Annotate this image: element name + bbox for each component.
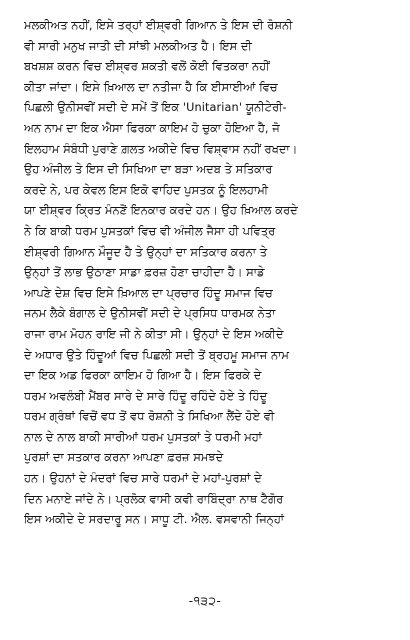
text-line: ਯਾ ਈਸ਼੍ਵਰ ਕ੍ਰਿਤ ਮੰਨਣੋਂ ਇਨਕਾਰ ਕਰਦੇ ਹਨ। ਉਹ ਖ਼ਿਆਲ ਕਰਦੇ [24,204,298,218]
text-line: ਦਾ ਇਕ ਅਡ ਫਿਰਕਾ ਕਾਇਮ ਹੋ ਗਿਆ ਹੈ। ਇਸ ਫਿਰਕੇ ਦੇ [24,369,262,383]
text-line: ਵੀ ਸਾਰੀ ਮਨੁਖ ਜਾਤੀ ਦੀ ਸਾਂਝੀ ਮਲਕੀਅਤ ਹੈ। ਇਸ ਦੀ [24,39,252,53]
text-line: ਧਰਮ ਅਵਲੰਬੀ ਮੈਂਬਰ ਸਾਰੇ ਦੇ ਸਾਰੇ ਹਿੰਦੂ ਰਹਿੰਦੇ ਹੋਏ ਤੇ ਹਿੰਦੂ [24,389,268,403]
body-text [24,16,386,531]
text-line: ਜਨਮ ਲੈਕੇ ਬੰਗਾਲ ਦੇ ਉਨੀਸਵੀਂ ਸਦੀ ਦੇ ਪ੍ਰਸਿਧ ਧਾਰਮਕ ਨੇਤਾ [24,307,276,321]
text-line: ਉਨ੍ਹਾਂ ਤੋਂ ਲਾਭ ਉਠਾਣਾ ਸਾਡਾ ਫ਼ਰਜ਼ ਹੋਣਾ ਚਾਹੀਦਾ ਹੈ। ਸਾਡੇ [24,266,265,280]
text-line: ਈਸ਼੍ਵਰੀ ਗਿਆਨ ਮੌਜੂਦ ਹੈ ਤੇ ਉਨ੍ਹਾਂ ਦਾ ਸਤਿਕਾਰ ਕਰਨਾ ਤੇ [24,245,268,259]
text-line: ਅਨ ਨਾਮ ਦਾ ਇਕ ਐਸਾ ਫਿਰਕਾ ਕਾਇਮ ਹੋ ਚੁਕਾ ਹੋਇਆ ਹੈ, ਜੋ [24,121,280,135]
text-line: ਮਲਕੀਅਤ ਨਹੀਂ, ਇਸੇ ਤਰ੍ਹਾਂ ਈਸ਼੍ਵਰੀ ਗਿਆਨ ਤੇ ਇਸ ਦੀ ਰੋਸ਼ਨੀ [24,19,293,32]
text-line: ਕਰਦੇ ਨੇ, ਪਰ ਕੇਵਲ ਇਸ ਇਕੋ ਵਾਹਿਦ ਪੁਸਤਕ ਨੂੰ ਇਲਹਾਮੀ [24,183,269,197]
page-number: -੧੩੨- [188,594,222,608]
text-line: ਆਪਣੇ ਦੇਸ਼ ਵਿਚ ਇਸੇ ਖ਼ਿਆਲ ਦਾ ਪ੍ਰਚਾਰ ਹਿੰਦੂ ਸਮਾਜ ਵਿਚ [24,286,273,300]
text-line: ਕੀਤਾ ਜਾਂਦਾ। ਇਸੇ ਖ਼ਿਆਲ ਦਾ ਨਤੀਜਾ ਹੈ ਕਿ ਈਸਾਈਆਂ ਵਿਚ [24,80,278,94]
text-line: ਪਿਛਲੀ ਉਨੀਸਵੀਂ ਸਦੀ ਦੇ ਸਮੇਂ ਤੋਂ ਇਕ 'Unitarian' ਯੂਨੀਟੇਰੀ- [24,101,287,115]
text-line: ਨੇ ਕਿ ਬਾਕੀ ਧਰਮ ਪੁਸਤਕਾਂ ਵਿਚ ਵੀ ਅੰਜੀਲ ਜੈਸਾ ਹੀ ਪਵਿਤ੍ਰ [24,224,276,238]
text-line: ਹਨ। ਉਹਨਾਂ ਦੇ ਮੰਦਰਾਂ ਵਿਚ ਸਾਰੇ ਧਰਮਾਂ ਦੇ ਮਹਾਂ-ਪੁਰਸ਼ਾਂ ਦੇ [24,472,262,486]
text-line: ਉਹ ਅੰਜੀਲ ਤੇ ਇਸ ਦੀ ਸਿਖਿਆ ਦਾ ਬੜਾ ਅਦਬ ਤੇ ਸਤਿਕਾਰ [24,163,273,177]
text-line: ਬਖਸ਼ਸ਼ ਕਰਨ ਵਿਚ ਈਸ਼੍ਵਰ ਸ਼ਕਤੀ ਵਲੋਂ ਕੋਈ ਵਿਤਕਰਾ ਨਹੀਂ [24,60,270,74]
text-line: ਇਲਹਾਮ ਸੰਬੰਧੀ ਪੁਰਾਣੇ ਗ਼ਲਤ ਅਕੀਦੇ ਵਿਚ ਵਿਸ਼੍ਵਾਸ ਨਹੀਂ ਰਖਦਾ। [24,142,298,156]
text-line: ਦਿਨ ਮਨਾਏ ਜਾਂਦੇ ਨੇ। ਪ੍ਰਲੋਕ ਵਾਸੀ ਕਵੀ ਰਾਬਿੰਦ੍ਰਾ ਨਾਥ ਟੈਗੋਰ [24,492,284,506]
text-line: ਧਰਮ ਗ੍ਰੰਥਾਂ ਵਿਚੋਂ ਵਧ ਤੋਂ ਵਧ ਰੋਸ਼ਨੀ ਤੇ ਸਿਖਿਆ ਲੈਂਦੇ ਹੋਏ ਵੀ [24,410,275,424]
text-line: ਨਾਲ ਦੇ ਨਾਲ ਬਾਕੀ ਸਾਰੀਆਂ ਧਰਮ ਪੁਸਤਕਾਂ ਤੇ ਧਰਮੀ ਮਹਾਂ [24,430,262,444]
text-line: ਪੁਰਸ਼ਾਂ ਦਾ ਸਤਕਾਰ ਕਰਨਾ ਆਪਣਾ ਫ਼ਰਜ਼ ਸਮਝਦੇ [24,451,224,465]
text-line: ਦੇ ਅਧਾਰ ਉਤੇ ਹਿੰਦੂਆਂ ਵਿਚ ਪਿਛਲੀ ਸਦੀ ਤੋਂ ਬ੍ਰਹਮੂ ਸਮਾਜ ਨਾਮ [24,348,289,362]
text-line: ਇਸ ਅਕੀਦੇ ਦੇ ਸਰਦਾਰੂ ਸਨ। ਸਾਧੂ ਟੀ. ਐਲ. ਵਸਵਾਨੀ ਜਿਨ੍ਹਾਂ [24,513,285,527]
text-line: ਰਾਜਾ ਰਾਮ ਮੋਹਨ ਰਾਇ ਜੀ ਨੇ ਕੀਤਾ ਸੀ। ਉਨ੍ਹਾਂ ਦੇ ਇਸ ਅਕੀਦੇ [24,327,284,341]
